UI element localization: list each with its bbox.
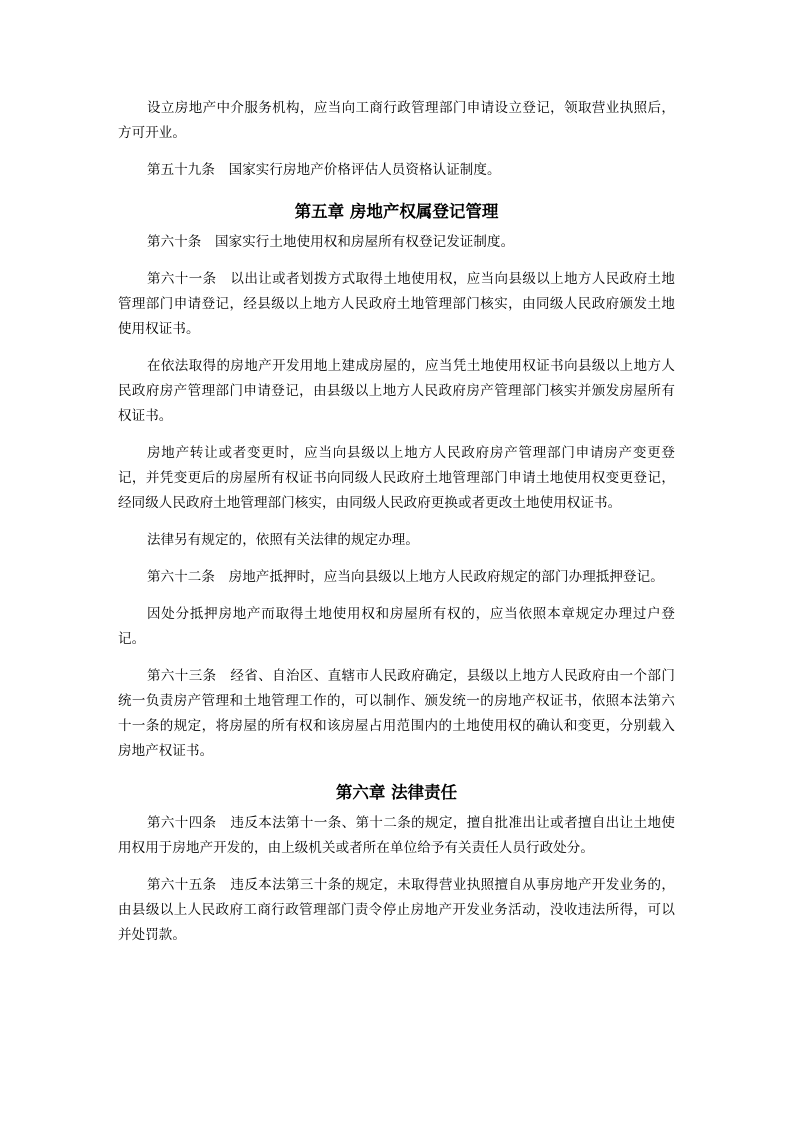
chapter-5-title: 第五章 房地产权属登记管理 — [294, 202, 499, 221]
article-62: 第六十二条 房地产抵押时，应当向县级以上地方人民政府规定的部门办理抵押登记。 — [147, 569, 664, 585]
paragraph: 因处分抵押房地产而取得土地使用权和房屋所有权的，应当依照本章规定办理过户登记。 — [118, 606, 675, 647]
paragraph: 在依法取得的房地产开发用地上建成房屋的，应当凭土地使用权证书向县级以上地方人民政府房产管理部门申请登记，由县级以上地方人民政府房产管理部门核实并颁发房屋所有权证书。 — [118, 358, 675, 424]
paragraph: 房地产转让或者变更时，应当向县级以上地方人民政府房产管理部门申请房产变更登记，并凭变更后的房屋所有权证书向同级人民政府土地管理部门申请土地使用权变更登记，经同级人民政府土地管理部门核实，由同级人民政府更换或者更改土地使用权证书。 — [118, 445, 675, 511]
article-65: 第六十五条 违反本法第三十条的规定，未取得营业执照擅自从事房地产开发业务的，由县级以上人民政府工商行政管理部门责令停止房地产开发业务活动，没收违法所得，可以并处罚款。 — [118, 877, 675, 943]
article-64: 第六十四条 违反本法第十一条、第十二条的规定，擅自批准出让或者擅自出让土地使用权用于房地产开发的，由上级机关或者所在单位给予有关责任人员行政处分。 — [118, 815, 675, 856]
article-61: 第六十一条 以出让或者划拨方式取得土地使用权，应当向县级以上地方人民政府土地管理部门申请登记，经县级以上地方人民政府土地管理部门核实，由同级人民政府颁发土地使用权证书。 — [118, 271, 675, 337]
article-59: 第五十九条 国家实行房地产价格评估人员资格认证制度。 — [147, 162, 501, 178]
paragraph: 法律另有规定的，依照有关法律的规定办理。 — [147, 532, 419, 548]
chapter-6-title: 第六章 法律责任 — [335, 783, 458, 802]
paragraph: 设立房地产中介服务机构，应当向工商行政管理部门申请设立登记，领取营业执照后，方可开业。 — [118, 100, 675, 141]
article-60: 第六十条 国家实行土地使用权和房屋所有权登记发证制度。 — [147, 234, 515, 250]
article-63: 第六十三条 经省、自治区、直辖市人民政府确定，县级以上地方人民政府由一个部门统一负责房产管理和土地管理工作的，可以制作、颁发统一的房地产权证书，依照本法第六十一条的规定，将房屋的所有权和该房屋占用范围内的土地使用权的确认和变更，分别载入房地产权证书。 — [118, 668, 675, 759]
